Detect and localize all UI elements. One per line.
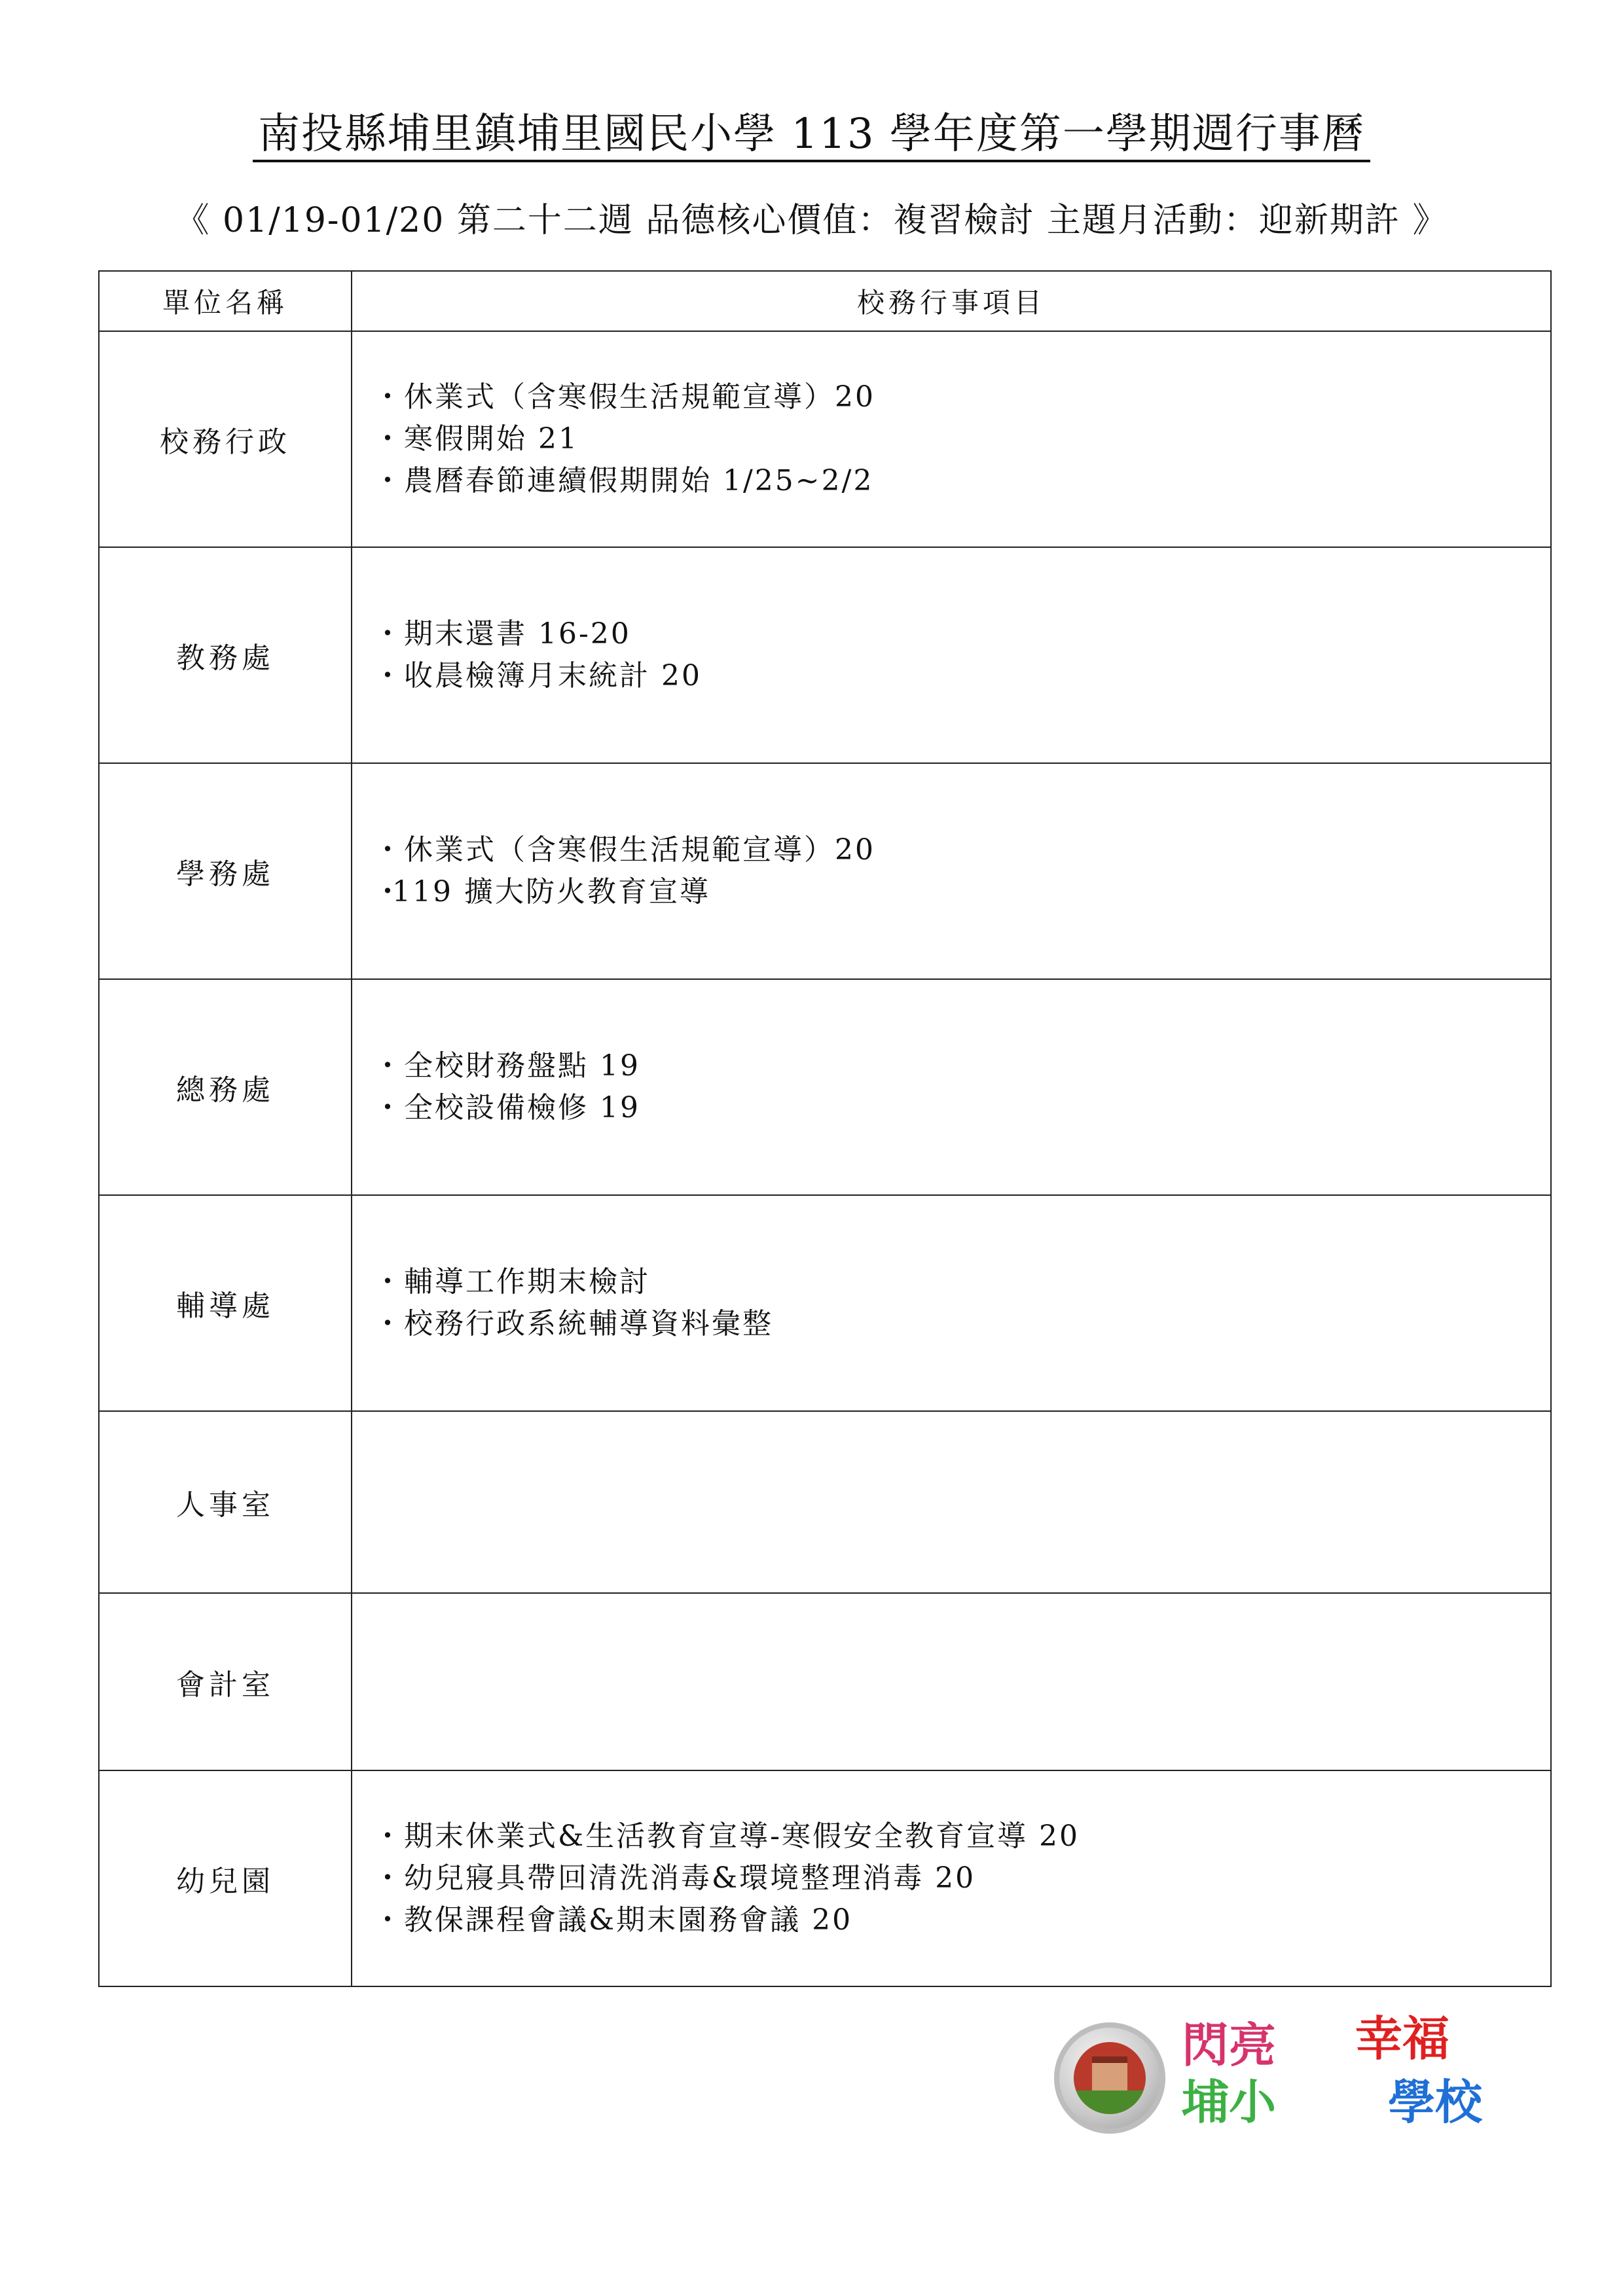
- column-header-items: 校務行事項目: [352, 271, 1551, 331]
- unit-items: [352, 331, 1551, 547]
- table-row: [99, 331, 1551, 547]
- unit-name: 校務行政: [99, 331, 352, 547]
- table-row: [99, 763, 1551, 979]
- list-item: ・ 農曆春節連續假期開始 1/25~2/2: [373, 460, 1550, 502]
- table-header-row: [99, 271, 1551, 331]
- unit-items: [352, 547, 1551, 763]
- logo-word: 幸福: [1355, 2011, 1450, 2066]
- table-row: [99, 1411, 1551, 1593]
- unit-items: [352, 1411, 1551, 1593]
- page-title-text: 南投縣埔里鎮埔里國民小學 113 學年度第一學期週行事曆: [253, 110, 1370, 162]
- schedule-table: [98, 270, 1552, 1987]
- table-row: [99, 1593, 1551, 1770]
- list-item: ・ 寒假開始 21: [373, 418, 1550, 460]
- table-row: [99, 1195, 1551, 1411]
- list-item: ・ 教保課程會議&期末園務會議 20: [373, 1899, 1550, 1941]
- school-emblem-icon: [1054, 2022, 1165, 2134]
- column-header-unit: 單位名稱: [99, 271, 352, 331]
- list-item: ・ 幼兒寢具帶回清洗消毒&環境整理消毒 20: [373, 1857, 1550, 1899]
- list-item: ・ 全校設備檢修 19: [373, 1087, 1550, 1129]
- table-row: [99, 1770, 1551, 1986]
- unit-name: 人事室: [99, 1411, 352, 1593]
- unit-name: 會計室: [99, 1593, 352, 1770]
- table-row: [99, 979, 1551, 1195]
- list-item: ・ 輔導工作期末檢討: [373, 1261, 1550, 1303]
- list-item: ・ 期末休業式&生活教育宣導-寒假安全教育宣導 20: [373, 1816, 1550, 1857]
- week-subtitle: 《 01/19-01/20 第二十二週 品德核心價值：複習檢討 主題月活動：迎新期許 》: [175, 201, 1448, 240]
- list-item: ・ 收晨檢簿月末統計 20: [373, 655, 1550, 697]
- logo-word: 閃亮: [1182, 2018, 1277, 2073]
- page-title: [0, 105, 1623, 164]
- logo-word: 學校: [1388, 2075, 1483, 2130]
- list-item: ・ 休業式（含寒假生活規範宣導）20: [373, 376, 1550, 418]
- unit-name: 輔導處: [99, 1195, 352, 1411]
- table-row: [99, 547, 1551, 763]
- unit-name: 教務處: [99, 547, 352, 763]
- list-item: ・ 119 擴大防火教育宣導: [373, 871, 1550, 913]
- unit-name: 幼兒園: [99, 1770, 352, 1986]
- list-item: ・ 期末還書 16-20: [373, 613, 1550, 655]
- unit-items: [352, 763, 1551, 979]
- school-logo: [1048, 2011, 1545, 2147]
- list-item: ・ 全校財務盤點 19: [373, 1045, 1550, 1087]
- unit-items: [352, 1770, 1551, 1986]
- unit-items: [352, 1195, 1551, 1411]
- unit-name: 學務處: [99, 763, 352, 979]
- list-item: ・ 休業式（含寒假生活規範宣導）20: [373, 829, 1550, 871]
- unit-items: [352, 979, 1551, 1195]
- logo-word: 埔小: [1182, 2075, 1277, 2130]
- unit-items: [352, 1593, 1551, 1770]
- list-item: ・ 校務行政系統輔導資料彙整: [373, 1303, 1550, 1345]
- unit-name: 總務處: [99, 979, 352, 1195]
